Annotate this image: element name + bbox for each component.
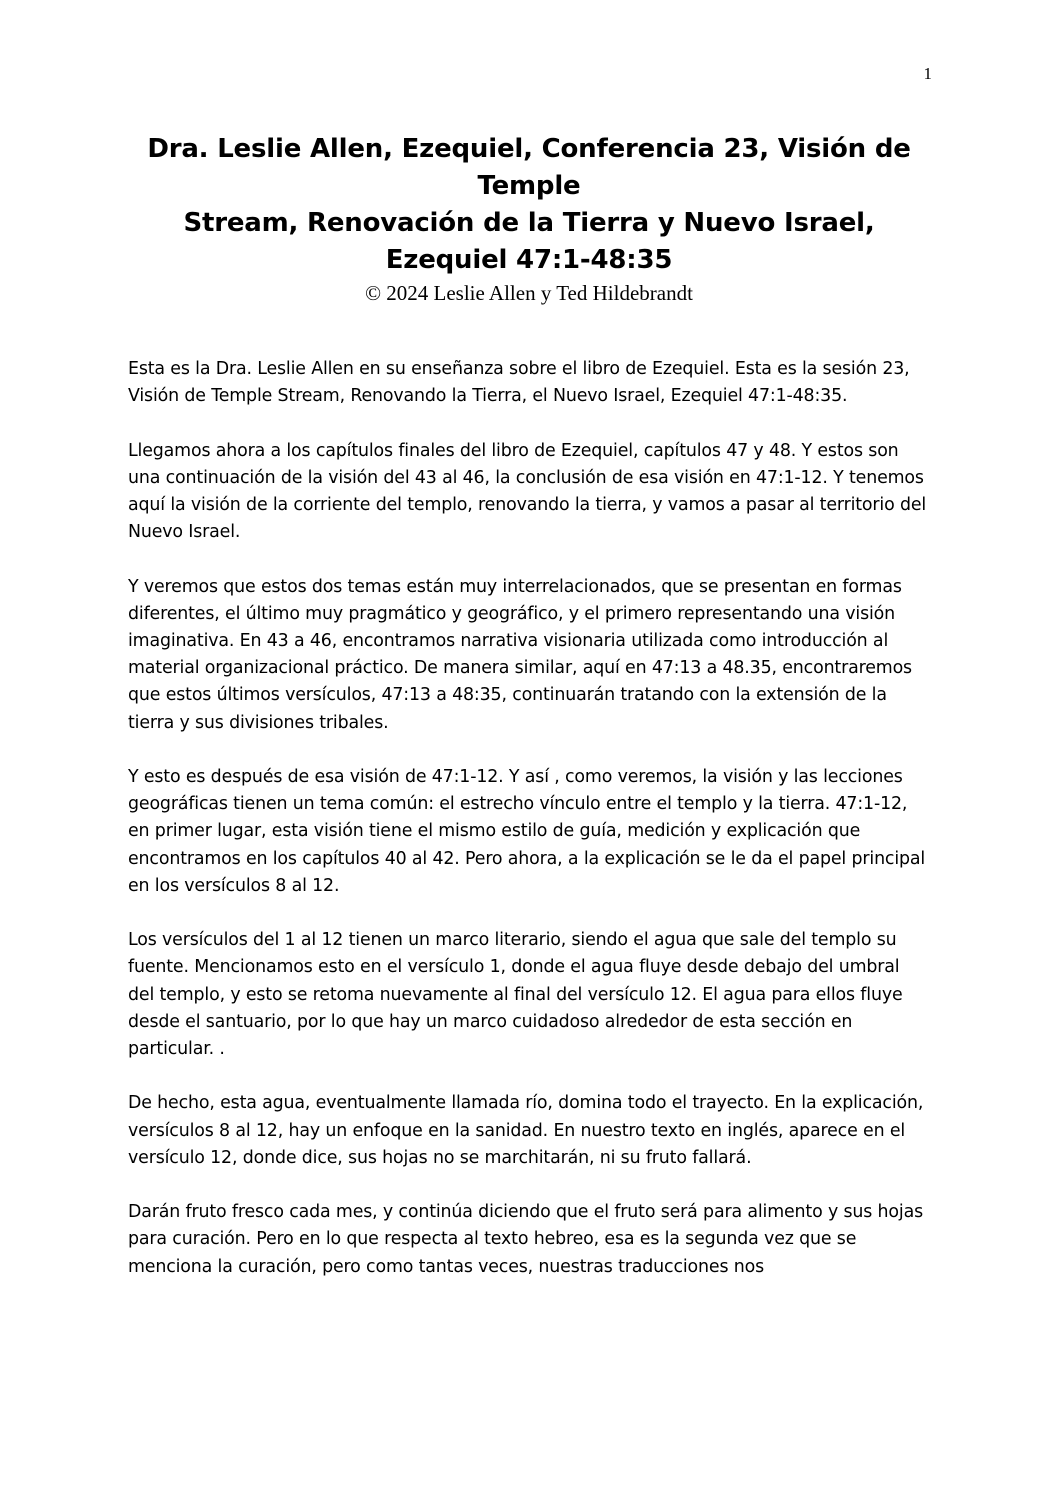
title-line-3: Stream, Renovación de la Tierra y Nuevo Israel, xyxy=(183,208,875,238)
paragraph-7: Darán fruto fresco cada mes, y continúa diciendo que el fruto será para alimento y sus hojas para curación. Pero en lo que respecta al texto hebreo, esa es la segunda vez que se menciona la curación, pero como tantas veces, nuestras traducciones nos xyxy=(128,1202,924,1277)
paragraph-3: Y veremos que estos dos temas están muy interrelacionados, que se presentan en formas diferentes, el último muy pragmático y geográfico, y el primero representando una visión imaginativa. En 43 a 46, encontramos narrativa visionaria utilizada como introducción al material organizacional práctico. De manera similar, aquí en 47:13 a 48.35, encontraremos que estos últimos versículos, 47:13 a 48:35, continuarán tratando con la extensión de la tierra y sus divisiones tribales. xyxy=(128,576,912,733)
title-line-1: Dra. Leslie Allen, Ezequiel, Conferencia 23, Visión de xyxy=(147,134,911,164)
title-line-4: Ezequiel 47:1-48:35 xyxy=(385,245,673,275)
paragraph-1: Esta es la Dra. Leslie Allen en su enseñanza sobre el libro de Ezequiel. Esta es la sesión 23, Visión de Temple Stream, Renovando la Tierra, el Nuevo Israel, Ezequiel 47:1-48:35. xyxy=(128,359,910,407)
paragraph-5: Los versículos del 1 al 12 tienen un marco literario, siendo el agua que sale del templo su fuente. Mencionamos esto en el versículo 1, donde el agua fluye desde debajo del umbral del templo, y esto se retoma nuevamente al final del versículo 12. El agua para ellos fluye desde el santuario, por lo que hay un marco cuidadoso alrededor de esta sección en particular. . xyxy=(128,930,903,1060)
body-text xyxy=(128,356,930,1308)
paragraph-6: De hecho, esta agua, eventualmente llamada río, domina todo el trayecto. En la explicación, versículos 8 al 12, hay un enfoque en la sanidad. En nuestro texto en inglés, aparece en el versículo 12, donde dice, sus hojas no se marchitarán, ni su fruto fallará. xyxy=(128,1093,924,1168)
page-number: 1 xyxy=(923,64,932,83)
title-block xyxy=(110,131,948,307)
paragraph-4: Y esto es después de esa visión de 47:1-12. Y así , como veremos, la visión y las lecciones geográficas tienen un tema común: el estrecho vínculo entre el templo y la tierra. 47:1-12, en primer lugar, esta visión tiene el mismo estilo de guía, medición y explicación que encontramos en los capítulos 40 al 42. Pero ahora, a la explicación se le da el papel principal en los versículos 8 al 12. xyxy=(128,767,926,896)
copyright-line: © 2024 Leslie Allen y Ted Hildebrandt xyxy=(365,281,693,305)
paragraph-2: Llegamos ahora a los capítulos finales del libro de Ezequiel, capítulos 47 y 48. Y estos son una continuación de la visión del 43 al 46, la conclusión de esa visión en 47:1-12. Y tenemos aquí la visión de la corriente del templo, renovando la tierra, y vamos a pasar al territorio del Nuevo Israel. xyxy=(128,440,927,543)
title-line-2: Temple xyxy=(477,171,581,201)
